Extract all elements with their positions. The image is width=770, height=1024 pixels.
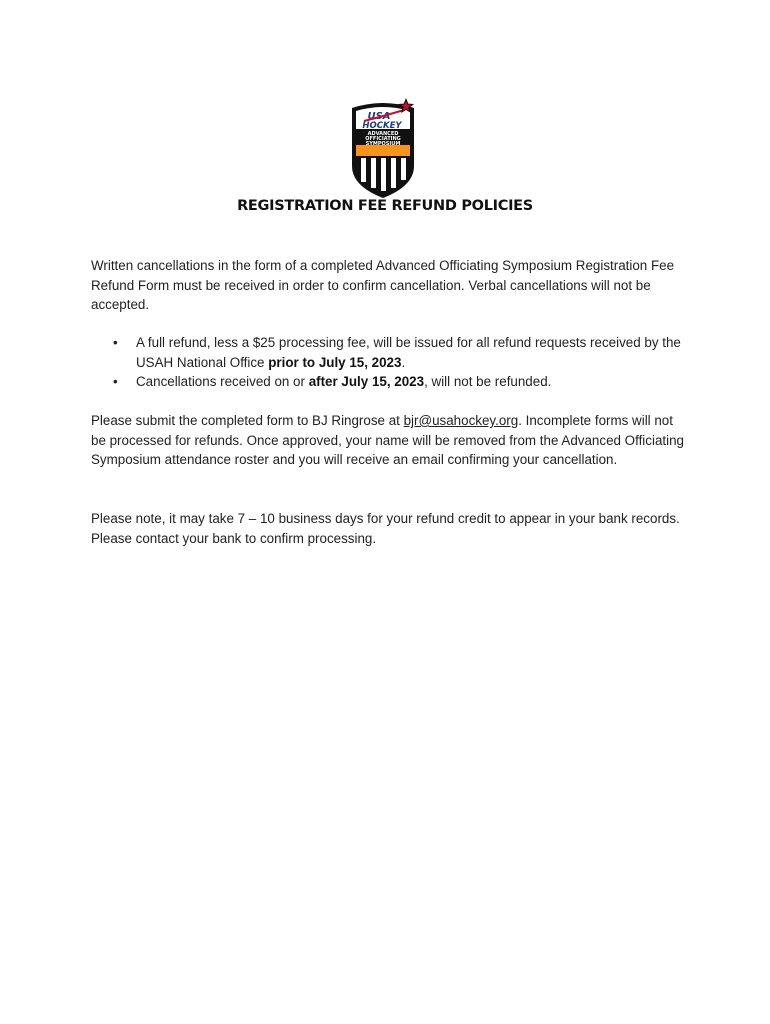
list-item-text: A full refund, less a $25 processing fee, will be issued for all refund requests received by the USAH National Office xyxy=(136,335,681,370)
list-item-text-end: . xyxy=(401,354,406,370)
submission-text: Please submit the completed form to BJ Ringrose at xyxy=(91,413,404,428)
svg-text:HOCKEY: HOCKEY xyxy=(362,121,402,131)
list-item-text-end: , will not be refunded. xyxy=(424,374,552,389)
svg-text:ADVANCED: ADVANCED xyxy=(367,131,399,137)
bullet-icon: • xyxy=(113,335,118,350)
list-item-text: Cancellations received on or xyxy=(136,374,309,389)
submission-text-end: . Incomplete forms will not be processed for refunds. Once approved, your name will be removed from the Advanced Officiating Symposium attendance roster and you will receive an email confirming your cancellation. xyxy=(91,413,684,467)
refund-policy-list xyxy=(91,333,691,392)
cancellation-intro-paragraph: Written cancellations in the form of a completed Advanced Officiating Symposium Registration Fee Refund Form must be received in order to confirm cancellation. Verbal cancellations will not be accepted. xyxy=(91,258,675,312)
svg-text:SYMPOSIUM: SYMPOSIUM xyxy=(365,141,401,147)
processing-note-paragraph: Please note, it may take 7 – 10 business days for your refund credit to appear in your bank records. Please contact your bank to confirm processing. xyxy=(91,511,680,546)
email-link[interactable]: bjr@usahockey.org xyxy=(403,413,519,428)
bullet-icon: • xyxy=(113,374,118,389)
list-item xyxy=(91,372,691,392)
list-item-bold-date: prior to July 15, 2023 xyxy=(268,354,402,370)
list-item xyxy=(91,333,691,372)
page-title: REGISTRATION FEE REFUND POLICIES xyxy=(237,198,533,214)
svg-text:USA: USA xyxy=(367,111,391,122)
submission-paragraph xyxy=(91,411,691,470)
usa-hockey-symposium-logo xyxy=(346,96,420,200)
list-item-bold-date: after July 15, 2023 xyxy=(308,374,425,389)
svg-text:OFFICIATING: OFFICIATING xyxy=(365,136,401,142)
